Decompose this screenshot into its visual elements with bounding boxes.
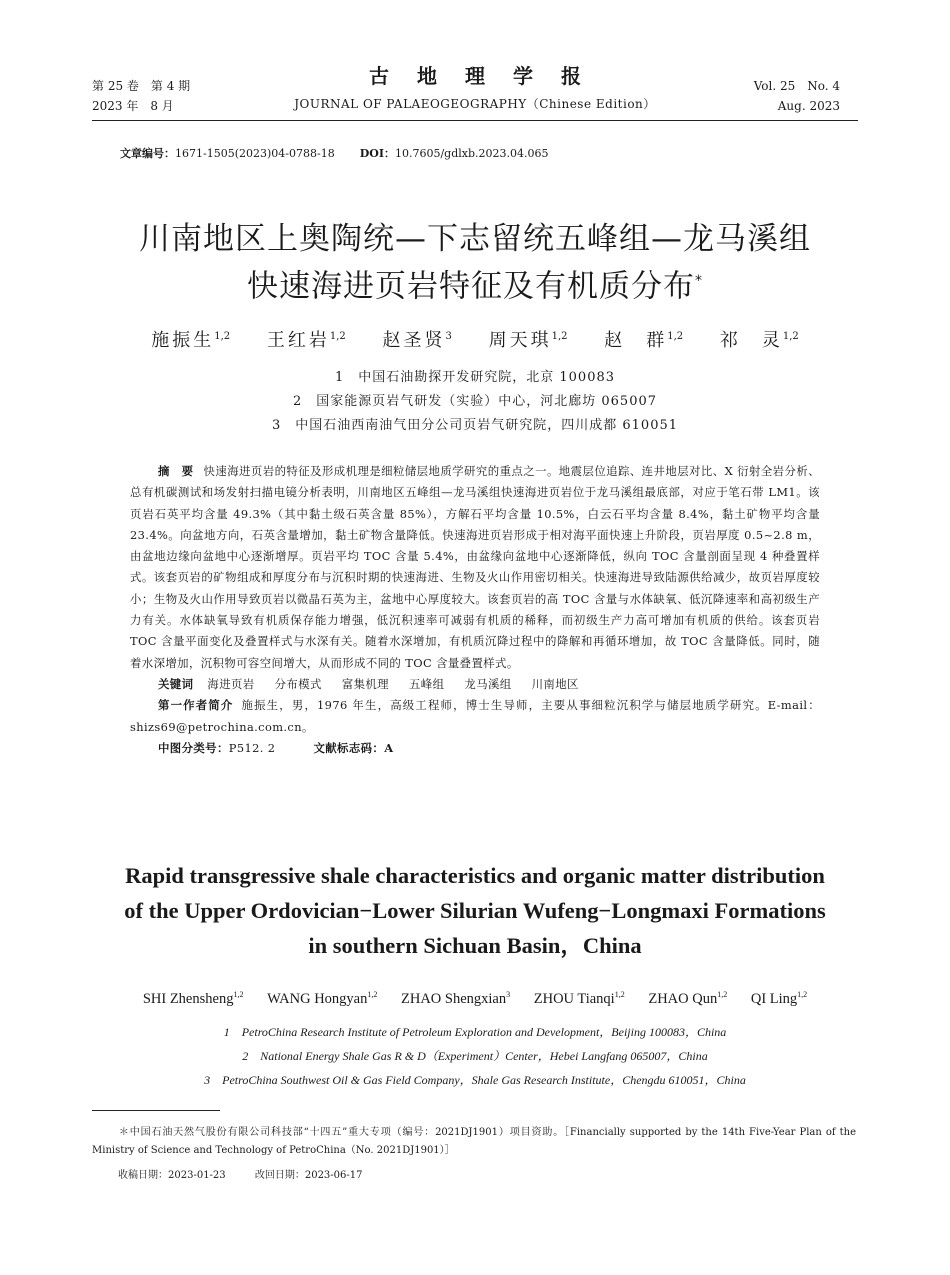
keywords-line (130, 674, 820, 695)
keywords-label: 关键词 (158, 676, 194, 691)
keyword: 海进页岩 (207, 676, 255, 691)
title-footnote-mark: * (695, 273, 703, 289)
keyword: 分布模式 (274, 676, 322, 691)
submission-dates (118, 1166, 389, 1181)
journal-title-en: JOURNAL OF PALAEOGEOGRAPHY（Chinese Edition） (294, 97, 656, 111)
clc-label: 中图分类号： (158, 740, 229, 755)
title-en-line-3: in southern Sichuan Basin，China (308, 933, 642, 958)
article-meta (120, 145, 553, 161)
doi-label: DOI： (359, 147, 395, 160)
author-en: ZHAO Qun$^{1,2}$ (648, 990, 728, 1007)
author-cn: 施振生$^{1,2}$ (151, 330, 231, 351)
affiliation-en: 3 PetroChina Southwest Oil & Gas Field Company，Shale Gas Research Institute，Chengdu 610051，China (204, 1073, 746, 1087)
clc-value: P512. 2 (228, 740, 276, 755)
journal-title-cn: 古地理学报 (369, 64, 609, 88)
author-cn: 王红岩$^{1,2}$ (266, 330, 346, 351)
author-cn: 赵圣贤$^3$ (382, 330, 452, 351)
affiliations-en (0, 1020, 950, 1092)
doc-code-value: A (384, 740, 394, 755)
author-en: SHI Zhensheng$^{1,2}$ (142, 990, 244, 1007)
title-en-line-2: of the Upper Ordovician−Lower Silurian Wufeng−Longmaxi Formations (124, 898, 826, 923)
affiliation-en: 1 PetroChina Research Institute of Petroleum Exploration and Development，Beijing 100083，China (223, 1025, 727, 1039)
received-date: 收稿日期：2023-01-23 (118, 1170, 226, 1181)
author-list-cn (0, 326, 950, 352)
footnote-rule (92, 1110, 220, 1111)
funding-footnote (92, 1124, 856, 1160)
first-author-label: 第一作者简介 (158, 698, 234, 713)
author-en: QI Ling$^{1,2}$ (750, 990, 808, 1007)
title-cn-line-1: 川南地区上奥陶统—下志留统五峰组—龙马溪组 (139, 221, 811, 257)
affiliation-cn: 1 中国石油勘探开发研究院，北京 100083 (334, 370, 616, 385)
funding-text: ＊中国石油天然气股份有限公司科技部“十四五”重大专项（编号：2021DJ1901）项目资助。［Financially supported by the 14th Five-Year Plan of the Ministry of Science and Technology of PetroChina（No. 2021DJ1901）］ (92, 1127, 856, 1156)
author-cn: 祁 灵$^{1,2}$ (719, 330, 799, 351)
classification-line (158, 738, 820, 759)
author-cn: 赵 群$^{1,2}$ (604, 330, 684, 351)
article-no-label: 文章编号： (120, 147, 175, 160)
doi-value: 10.7605/gdlxb.2023.04.065 (394, 147, 549, 160)
affiliation-cn: 3 中国石油西南油气田分公司页岩气研究院，四川成都 610051 (271, 418, 679, 433)
author-list-en (0, 990, 950, 1008)
keyword: 富集机理 (341, 676, 389, 691)
keyword: 龙马溪组 (464, 676, 512, 691)
keyword: 五峰组 (409, 676, 445, 691)
affiliation-en: 2 National Energy Shale Gas R & D（Experiment）Center，Hebei Langfang 065007，China (242, 1049, 708, 1063)
abstract-block (130, 461, 820, 759)
author-en: ZHOU Tianqi$^{1,2}$ (533, 990, 625, 1007)
keyword: 川南地区 (531, 676, 579, 691)
volume-line-cn: 第 25 卷 第 4 期 (92, 79, 191, 93)
first-author-text: 施振生，男，1976 年生，高级工程师，博士生导师，主要从事细粒沉积学与储层地质学研究。E-mail：shizs69@petrochina.com.cn。 (130, 698, 820, 734)
doc-code-label: 文献标志码： (313, 740, 385, 755)
author-cn: 周天琪$^{1,2}$ (488, 330, 568, 351)
affiliation-cn: 2 国家能源页岩气研发（实验）中心，河北廊坊 065007 (292, 394, 658, 409)
paper-title-cn (0, 218, 950, 307)
affiliations-cn (0, 366, 950, 438)
header-rule (92, 120, 858, 121)
article-no: 1671-1505(2023)04-0788-18 (175, 147, 335, 160)
first-author-line (130, 695, 820, 738)
volume-line-en: Vol. 25 No. 4 (753, 79, 840, 93)
title-en-line-1: Rapid transgressive shale characteristics and organic matter distribution (125, 863, 825, 888)
author-en: WANG Hongyan$^{1,2}$ (267, 990, 378, 1007)
abstract-text: 快速海进页岩的特征及形成机理是细粒储层地质学研究的重点之一。地震层位追踪、连井地层对比、X 衍射全岩分析、总有机碳测试和场发射扫描电镜分析表明，川南地区五峰组—龙马溪组快速海进页岩位于龙马溪组最底部，对应于笔石带 LM1。该页岩石英平均含量 49.3%（其中黏土级石英含量 85%），方解石平均含量 10.5%，白云石平均含量 8.4%，黏土矿物平均含量 23.4%。向盆地方向，石英含量增加，黏土矿物含量降低。快速海进页岩形成于相对海平面快速上升阶段，页岩厚度 0.5~2.8 m，由盆地边缘向盆地中心逐渐增厚。页岩平均 TOC 含量 5.4%，由盆缘向盆地中心逐渐降低，纵向 TOC 含量剖面呈现 4 种叠置样式。该套页岩的矿物组成和厚度分布与沉积时期的快速海进、生物及火山作用密切相关。快速海进导致陆源供给减少，故页岩厚度较小；生物及火山作用导致页岩以微晶石英为主，盆地中心厚度较大。该套页岩的高 TOC 含量与水体缺氧、低沉降速率和高初级生产力有关。水体缺氧导致有机质保存能力增强，低沉积速率可减弱有机质的稀释，而初级生产力高可增加有机质的供给。该套页岩 TOC 含量平面变化及叠置样式与水深有关。随着水深增加，有机质沉降过程中的降解和再循环增加，故 TOC 含量降低。同时，随着水深增加，沉积物可容空间增大，从而形成不同的 TOC 含量叠置样式。 (130, 464, 820, 670)
abstract-paragraph (130, 461, 820, 674)
author-en: ZHAO Shengxian$^3$ (400, 990, 511, 1007)
paper-title-en (60, 858, 890, 963)
abstract-label: 摘 要 (158, 464, 194, 478)
revised-date: 改回日期：2023-06-17 (254, 1170, 363, 1181)
date-line-en: Aug. 2023 (777, 99, 840, 113)
date-line-cn: 2023 年 8 月 (92, 99, 174, 113)
volume-issue-en (754, 76, 840, 116)
title-cn-line-2: 快速海进页岩特征及有机质分布 (247, 268, 695, 305)
